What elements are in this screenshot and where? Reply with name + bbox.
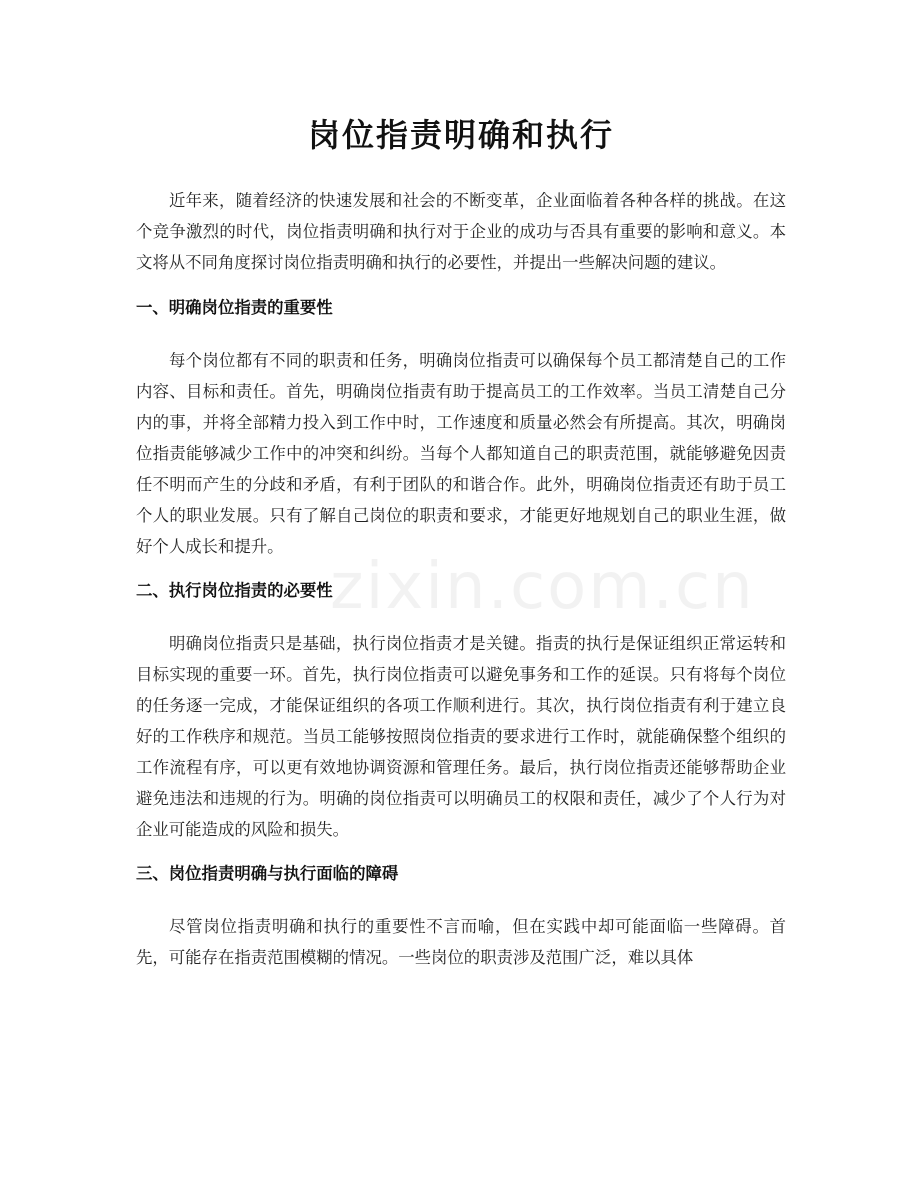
intro-paragraph: 近年来，随着经济的快速发展和社会的不断变革，企业面临着各种各样的挑战。在这个竞争激烈的时代，岗位指责明确和执行对于企业的成功与否具有重要的影响和意义。本文将从不同角度探讨岗位指责明确和执行的必要性，并提出一些解决问题的建议。 bbox=[136, 191, 786, 272]
document-page bbox=[136, 0, 786, 973]
page-title: 岗位指责明确和执行 bbox=[307, 116, 614, 154]
section-2-body: 明确岗位指责只是基础，执行岗位指责才是关键。指责的执行是保证组织正常运转和目标实现的重要一环。首先，执行岗位指责可以避免事务和工作的延误。只有将每个岗位的任务逐一完成，才能保证组织的各项工作顺利进行。其次，执行岗位指责有利于建立良好的工作秩序和规范。当员工能够按照岗位指责的要求进行工作时，就能确保整个组织的工作流程有序，可以更有效地协调资源和管理任务。最后，执行岗位指责还能够帮助企业避免违法和违规的行为。明确的岗位指责可以明确员工的权限和责任，减少了个人行为对企业可能造成的风险和损失。 bbox=[136, 634, 786, 839]
section-3-heading: 三、岗位指责明确与执行面临的障碍 bbox=[136, 864, 399, 883]
section-1-heading: 一、明确岗位指责的重要性 bbox=[136, 298, 333, 317]
section-1-body: 每个岗位都有不同的职责和任务，明确岗位指责可以确保每个员工都清楚自己的工作内容、目标和责任。首先，明确岗位指责有助于提高员工的工作效率。当员工清楚自己分内的事，并将全部精力投入到工作中时，工作速度和质量必然会有所提高。其次，明确岗位指责能够减少工作中的冲突和纠纷。当每个人都知道自己的职责范围，就能够避免因责任不明而产生的分歧和矛盾，有利于团队的和谐合作。此外，明确岗位指责还有助于员工个人的职业发展。只有了解自己岗位的职责和要求，才能更好地规划自己的职业生涯，做好个人成长和提升。 bbox=[136, 351, 786, 556]
section-3-body: 尽管岗位指责明确和执行的重要性不言而喻，但在实践中却可能面临一些障碍。首先，可能存在指责范围模糊的情况。一些岗位的职责涉及范围广泛，难以具体 bbox=[136, 917, 786, 967]
section-2-heading: 二、执行岗位指责的必要性 bbox=[136, 581, 333, 600]
watermark: zixin.com.cn bbox=[330, 550, 755, 624]
